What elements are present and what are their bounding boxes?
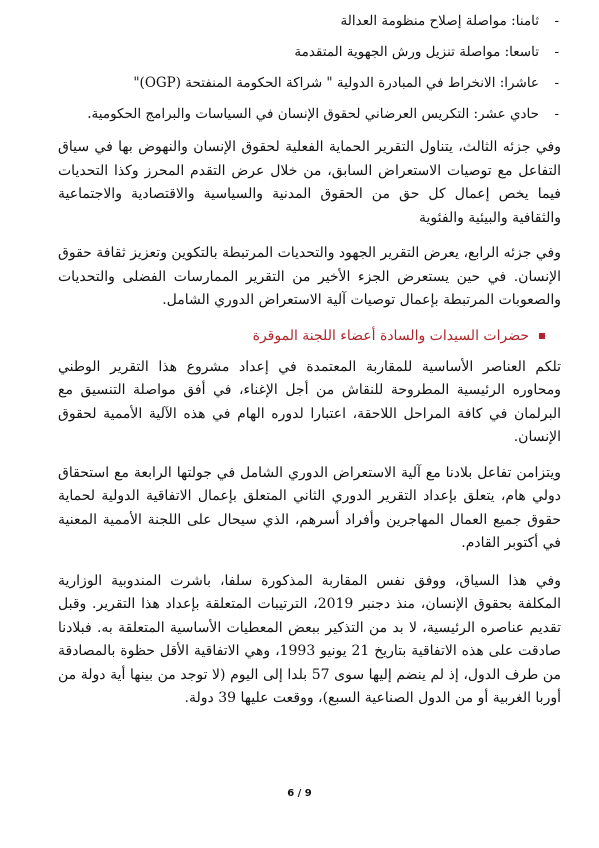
bullet-dash: -	[554, 44, 559, 60]
section-heading-text: حضرات السيدات والسادة أعضاء اللجنة الموقرة	[252, 327, 529, 344]
paragraph-international-deadline: ويتزامن تفاعل بلادنا مع آلية الاستعراض الدوري الشامل في جولتها الرابعة مع استحقاق دولي هام، يتعلق بإعداد التقرير الدوري الثاني المتعلق بإعمال الاتفاقية الدولية لحماية حقوق جميع العمال المهاجرين وأفراد أسرهم، الذي سيحال على اللجنة الأممية المعنية في أكتوبر القادم.	[58, 464, 561, 551]
page-number: 6 / 9	[287, 788, 312, 799]
paragraph-fourth-part: وفي جزئه الرابع، يعرض التقرير الجهود والتحديات المرتبطة بالتكوين وتعزيز ثقافة حقوق الإنسان. في حين يستعرض الجزء الأخير من التقرير الممارسات الفضلى والتحديات والصعوبات المرتبطة بإعمال توصيات آلية الاستعراض الدوري الشامل.	[58, 245, 561, 308]
list-item-text: عاشرا: الانخراط في المبادرة الدولية " شراكة الحكومة المنفتحة (OGP)"	[133, 75, 539, 91]
list-item-text: تاسعا: مواصلة تنزيل ورش الجهوية المتقدمة	[294, 44, 539, 60]
list-item	[58, 74, 559, 93]
list-item-text: ثامنا: مواصلة إصلاح منظومة العدالة	[340, 13, 539, 29]
list-item	[58, 105, 559, 124]
paragraph-convention-context: وفي هذا السياق، ووفق نفس المقاربة المذكورة سلفا، باشرت المندوبية الوزارية المكلفة بحقوق الإنسان، منذ دجنبر 2019، الترتيبات المتعلقة بإعداد هذا التقرير. وقبل تقديم عناصره الرئيسية، لا بد من التذكير ببعض المعطيات الأساسية المتعلقة به. فبلادنا صادقت على هذه الاتفاقية بتاريخ 21 يونيو 1993، وهي الاتفاقية الأقل حظوة بالمصادقة من طرف الدول، إذ لم ينضم إليها سوى 57 بلدا إلى اليوم (لا توجد من بينها أية دولة من أوربا الغربية أو من الدول الصناعية السبع)، ووقعت عليها 39 دولة.	[58, 572, 562, 706]
document-page	[58, 12, 561, 711]
bullet-dash: -	[554, 106, 559, 122]
section-heading	[58, 326, 561, 346]
paragraph-approach-elements: تلكم العناصر الأساسية للمقاربة المعتمدة في إعداد مشروع هذا التقرير الوطني ومحاوره الرئيسية المطروحة للنقاش من أجل الإغناء، في أفق مواصلة التنسيق مع البرلمان في كافة المراحل اللاحقة، اعتبارا لدوره الهام في هذه الآلية الأممية لحقوق الإنسان.	[58, 358, 561, 445]
list-item-text: حادي عشر: التكريس العرضاني لحقوق الإنسان في السياسات والبرامج الحكومية.	[87, 106, 539, 122]
paragraph-third-part: وفي جزئه الثالث، يتناول التقرير الحماية الفعلية لحقوق الإنسان والنهوض بها في سياق التفاعل مع توصيات الاستعراض السابق، من خلال عرض التقدم المحرز وكذا التحديات فيما يخص إعمال كل حق من الحقوق المدنية والسياسية والاقتصادية والاجتماعية والثقافية والبيئية والفئوية	[58, 139, 561, 226]
bullet-dash: -	[554, 13, 559, 29]
bullet-list	[58, 12, 561, 124]
bullet-dash: -	[554, 75, 559, 91]
square-bullet-icon	[539, 333, 545, 339]
list-item	[58, 43, 559, 62]
list-item	[58, 12, 559, 31]
